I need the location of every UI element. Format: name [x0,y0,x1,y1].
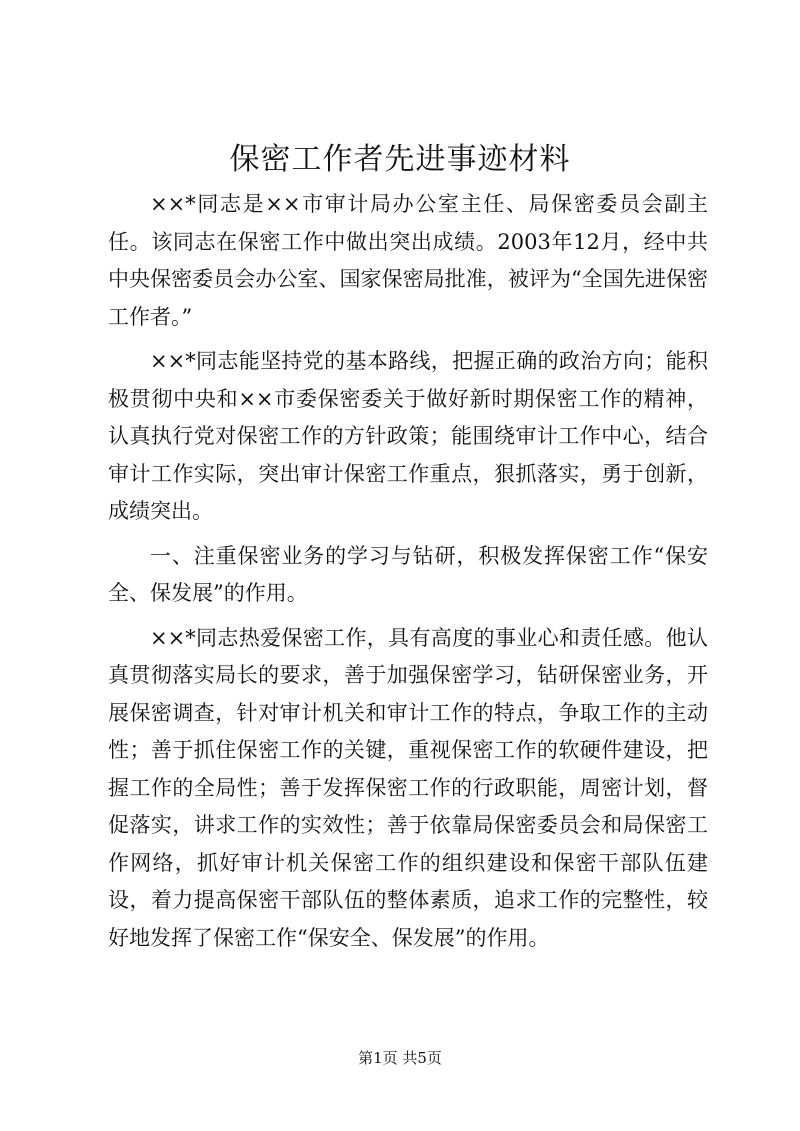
document-body [108,186,708,957]
section-heading-one: 一、注重保密业务的学习与钻研，积极发挥保密工作“保安全、保发展”的作用。 [108,543,708,605]
paragraph-work-details: ××*同志热爱保密工作，具有高度的事业心和责任感。他认真贯彻落实局长的要求，善于加强保密学习，钻研保密业务，开展保密调查，针对审计机关和审计工作的特点，争取工作的主动性；善于抓住保密工作的关键，重视保密工作的软硬件建设，把握工作的全局性；善于发挥保密工作的行政职能，周密计划，督促落实，讲求工作的实效性；善于依靠局保密委员会和局保密工作网络，抓好审计机关保密工作的组织建设和保密干部队伍建设，着力提高保密干部队伍的整体素质，追求工作的完整性，较好地发挥了保密工作“保安全、保发展”的作用。 [108,625,708,950]
paragraph-political-stance: ××*同志能坚持党的基本路线，把握正确的政治方向；能积极贯彻中央和××市委保密委关于做好新时期保密工作的精神，认真执行党对保密工作的方针政策；能围绕审计工作中心，结合审计工作实际，突出审计保密工作重点，狠抓落实，勇于创新，成绩突出。 [108,349,708,523]
paragraph-intro: ××*同志是××市审计局办公室主任、局保密委员会副主任。该同志在保密工作中做出突出成绩。2003年12月，经中共中央保密委员会办公室、国家保密局批准，被评为“全国先进保密工作者。” [108,192,708,329]
page-number-footer: 第1页 共5页 [358,1049,442,1067]
document-title: 保密工作者先进事迹材料 [229,142,571,177]
